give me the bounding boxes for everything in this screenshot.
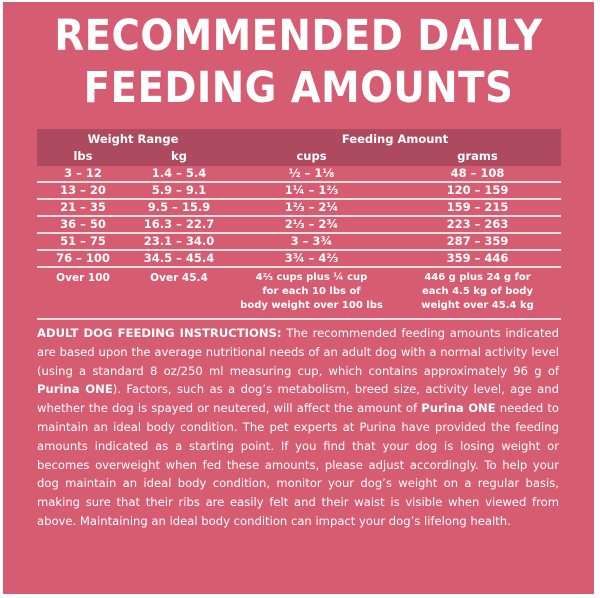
- cell-lbs: 36 – 50: [60, 217, 106, 231]
- feeding-instructions: [37, 324, 559, 531]
- cell-lbs: 13 – 20: [60, 183, 106, 197]
- table-row: [37, 166, 561, 183]
- cell-cups: [229, 271, 394, 313]
- cell-grams: 287 – 359: [446, 234, 509, 248]
- cell-kg: 5.9 – 9.1: [151, 183, 207, 197]
- instructions-heading: ADULT DOG FEEDING INSTRUCTIONS:: [37, 326, 282, 340]
- cell-kg: 34.5 – 45.4: [143, 251, 215, 265]
- brand-name: Purina ONE: [37, 382, 113, 397]
- grams-note-line: 446 g plus 24 g for: [424, 272, 531, 283]
- cups-note-line: 4⅔ cups plus ¼ cup: [255, 272, 368, 283]
- cell-grams: 48 – 108: [450, 166, 505, 180]
- grams-note-line: each 4.5 kg of body: [422, 286, 533, 297]
- grams-note-line: weight over 45.4 kg: [421, 300, 534, 311]
- feeding-panel: [3, 2, 594, 594]
- table-row-over: [37, 268, 561, 320]
- cups-note-line: body weight over 100 lbs: [240, 300, 383, 311]
- feeding-table: [37, 129, 561, 320]
- table-row: [37, 217, 561, 234]
- cell-grams: 359 – 446: [446, 251, 509, 265]
- table-row: [37, 234, 561, 251]
- page-title: [3, 10, 594, 114]
- cups-note-line: for each 10 lbs of: [262, 286, 361, 297]
- cell-cups: 3 – 3¾: [290, 234, 333, 248]
- column-header-grams: grams: [457, 149, 498, 163]
- feeding-amount-header: Feeding Amount: [341, 132, 449, 146]
- cell-cups: 3¾ – 4⅔: [284, 251, 339, 265]
- cell-lbs: 3 – 12: [64, 166, 102, 180]
- column-header-cups: cups: [296, 149, 327, 163]
- cell-grams: 159 – 215: [446, 200, 509, 214]
- table-header: [37, 129, 561, 166]
- cell-kg: 16.3 – 22.7: [143, 217, 215, 231]
- instructions-text: ). Factors, such as a dog’s metabolism, breed size, activity level, age and whether the dog is spayed or neutered, will affect the amount of: [37, 382, 559, 416]
- cell-lbs: 21 – 35: [60, 200, 106, 214]
- title-line-1: RECOMMENDED DAILY: [54, 11, 543, 61]
- cell-kg: 9.5 – 15.9: [147, 200, 211, 214]
- table-row: [37, 200, 561, 217]
- cell-kg: 23.1 – 34.0: [143, 234, 215, 248]
- cell-lbs: Over 100: [56, 272, 110, 284]
- cell-kg: Over 45.4: [150, 272, 208, 284]
- column-header-kg: kg: [171, 149, 187, 163]
- cell-cups: 2⅓ – 2¾: [284, 217, 339, 231]
- cell-grams: [394, 271, 561, 313]
- weight-range-header: Weight Range: [87, 132, 179, 146]
- brand-name: Purina ONE: [421, 401, 496, 416]
- cell-grams: 120 – 159: [446, 183, 509, 197]
- column-header-lbs: lbs: [73, 149, 93, 163]
- table-row: [37, 251, 561, 268]
- cell-lbs: 51 – 75: [60, 234, 106, 248]
- instructions-text: The recommended feeding amounts indicated are based upon the average nutritional needs of an adult dog with a normal activity level (using a standard 8 oz/250 ml measuring cup, which contains approximately 96 g of: [37, 326, 559, 378]
- instructions-text: needed to maintain an ideal body condition. The pet experts at Purina have provided the feeding amounts indicated as a starting point. If you find that your dog is losing weight or becomes overweight when fed these amounts, please adjust accordingly. To help your dog maintain an ideal body condition, monitor your dog’s weight on a regular basis, making sure that their ribs are easily felt and their waist is visible when viewed from above. Maintaining an ideal body condition can impact your dog’s lifelong health.: [37, 401, 559, 528]
- cell-cups: 1⅔ – 2¼: [284, 200, 339, 214]
- cell-kg: 1.4 – 5.4: [151, 166, 207, 180]
- cell-lbs: 76 – 100: [56, 251, 110, 265]
- cell-grams: 223 – 263: [446, 217, 509, 231]
- table-row: [37, 183, 561, 200]
- title-line-2: FEEDING AMOUNTS: [83, 63, 514, 113]
- cell-cups: ½ – 1⅛: [288, 166, 335, 180]
- cell-cups: 1¼ – 1⅔: [284, 183, 339, 197]
